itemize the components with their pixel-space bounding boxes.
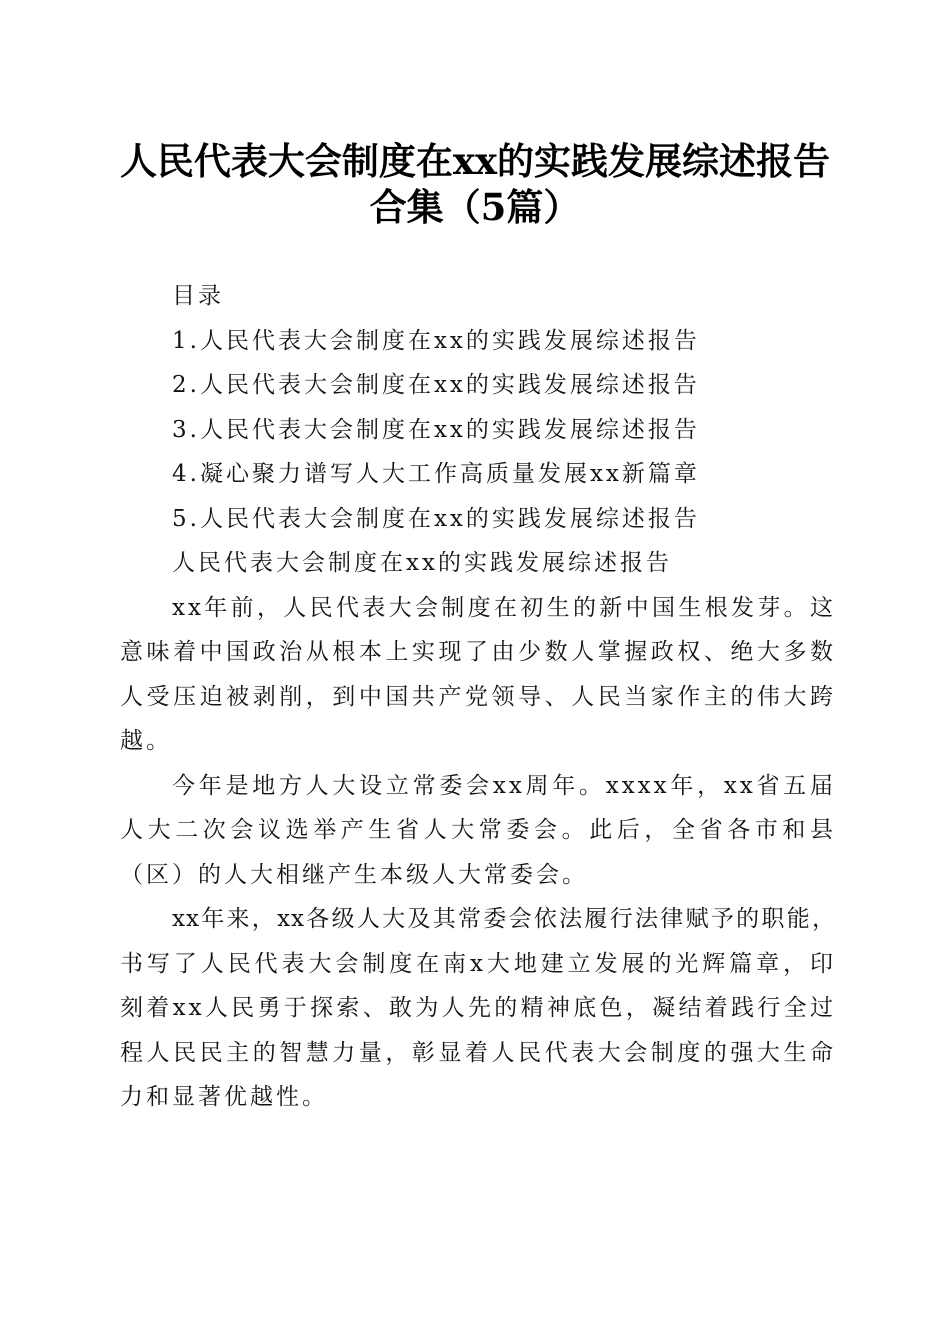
toc-heading: 目录 [172,283,224,309]
toc-item-1: 1.人民代表大会制度在xx的实践发展综述报告 [172,327,700,354]
paragraph-1-line: 意味着中国政治从根本上实现了由少数人掌握政权、绝大多数 [120,639,836,665]
paragraph-2-line: （区）的人大相继产生本级人大常委会。 [120,861,588,888]
paragraph-1-line: xx年前，人民代表大会制度在初生的新中国生根发芽。这 [172,594,836,621]
paragraph-2-line: 人大二次会议选举产生省人大常委会。此后，全省各市和县 [120,817,836,843]
paragraph-1-line: 人受压迫被剥削，到中国共产党领导、人民当家作主的伟大跨 [120,683,836,710]
toc-item-2: 2.人民代表大会制度在xx的实践发展综述报告 [172,372,700,398]
paragraph-3-line: 刻着xx人民勇于探索、敢为人先的精神底色，凝结着践行全过 [120,995,836,1021]
paragraph-3-line: 程人民民主的智慧力量，彰显着人民代表大会制度的强大生命 [120,1039,836,1066]
paragraph-3-line: 书写了人民代表大会制度在南x大地建立发展的光辉篇章，印 [120,950,836,977]
document-body [120,274,836,1120]
toc-item-3: 3.人民代表大会制度在xx的实践发展综述报告 [172,416,700,443]
document-title-line2: 合集（5篇） [369,185,581,229]
toc-item-5: 5.人民代表大会制度在xx的实践发展综述报告 [172,505,700,532]
paragraph-1-line: 越。 [120,728,172,754]
toc-item-4: 4.凝心聚力谱写人大工作高质量发展xx新篇章 [172,461,700,487]
paragraph-3-line: 力和显著优越性。 [120,1084,328,1110]
section-heading: 人民代表大会制度在xx的实践发展综述报告 [172,550,672,576]
document-title-line1: 人民代表大会制度在xx的实践发展综述报告 [119,139,831,183]
paragraph-3-line: xx年来，xx各级人大及其常委会依法履行法律赋予的职能， [172,906,836,932]
paragraph-2-line: 今年是地方人大设立常委会xx周年。xxxx年，xx省五届 [172,772,836,799]
